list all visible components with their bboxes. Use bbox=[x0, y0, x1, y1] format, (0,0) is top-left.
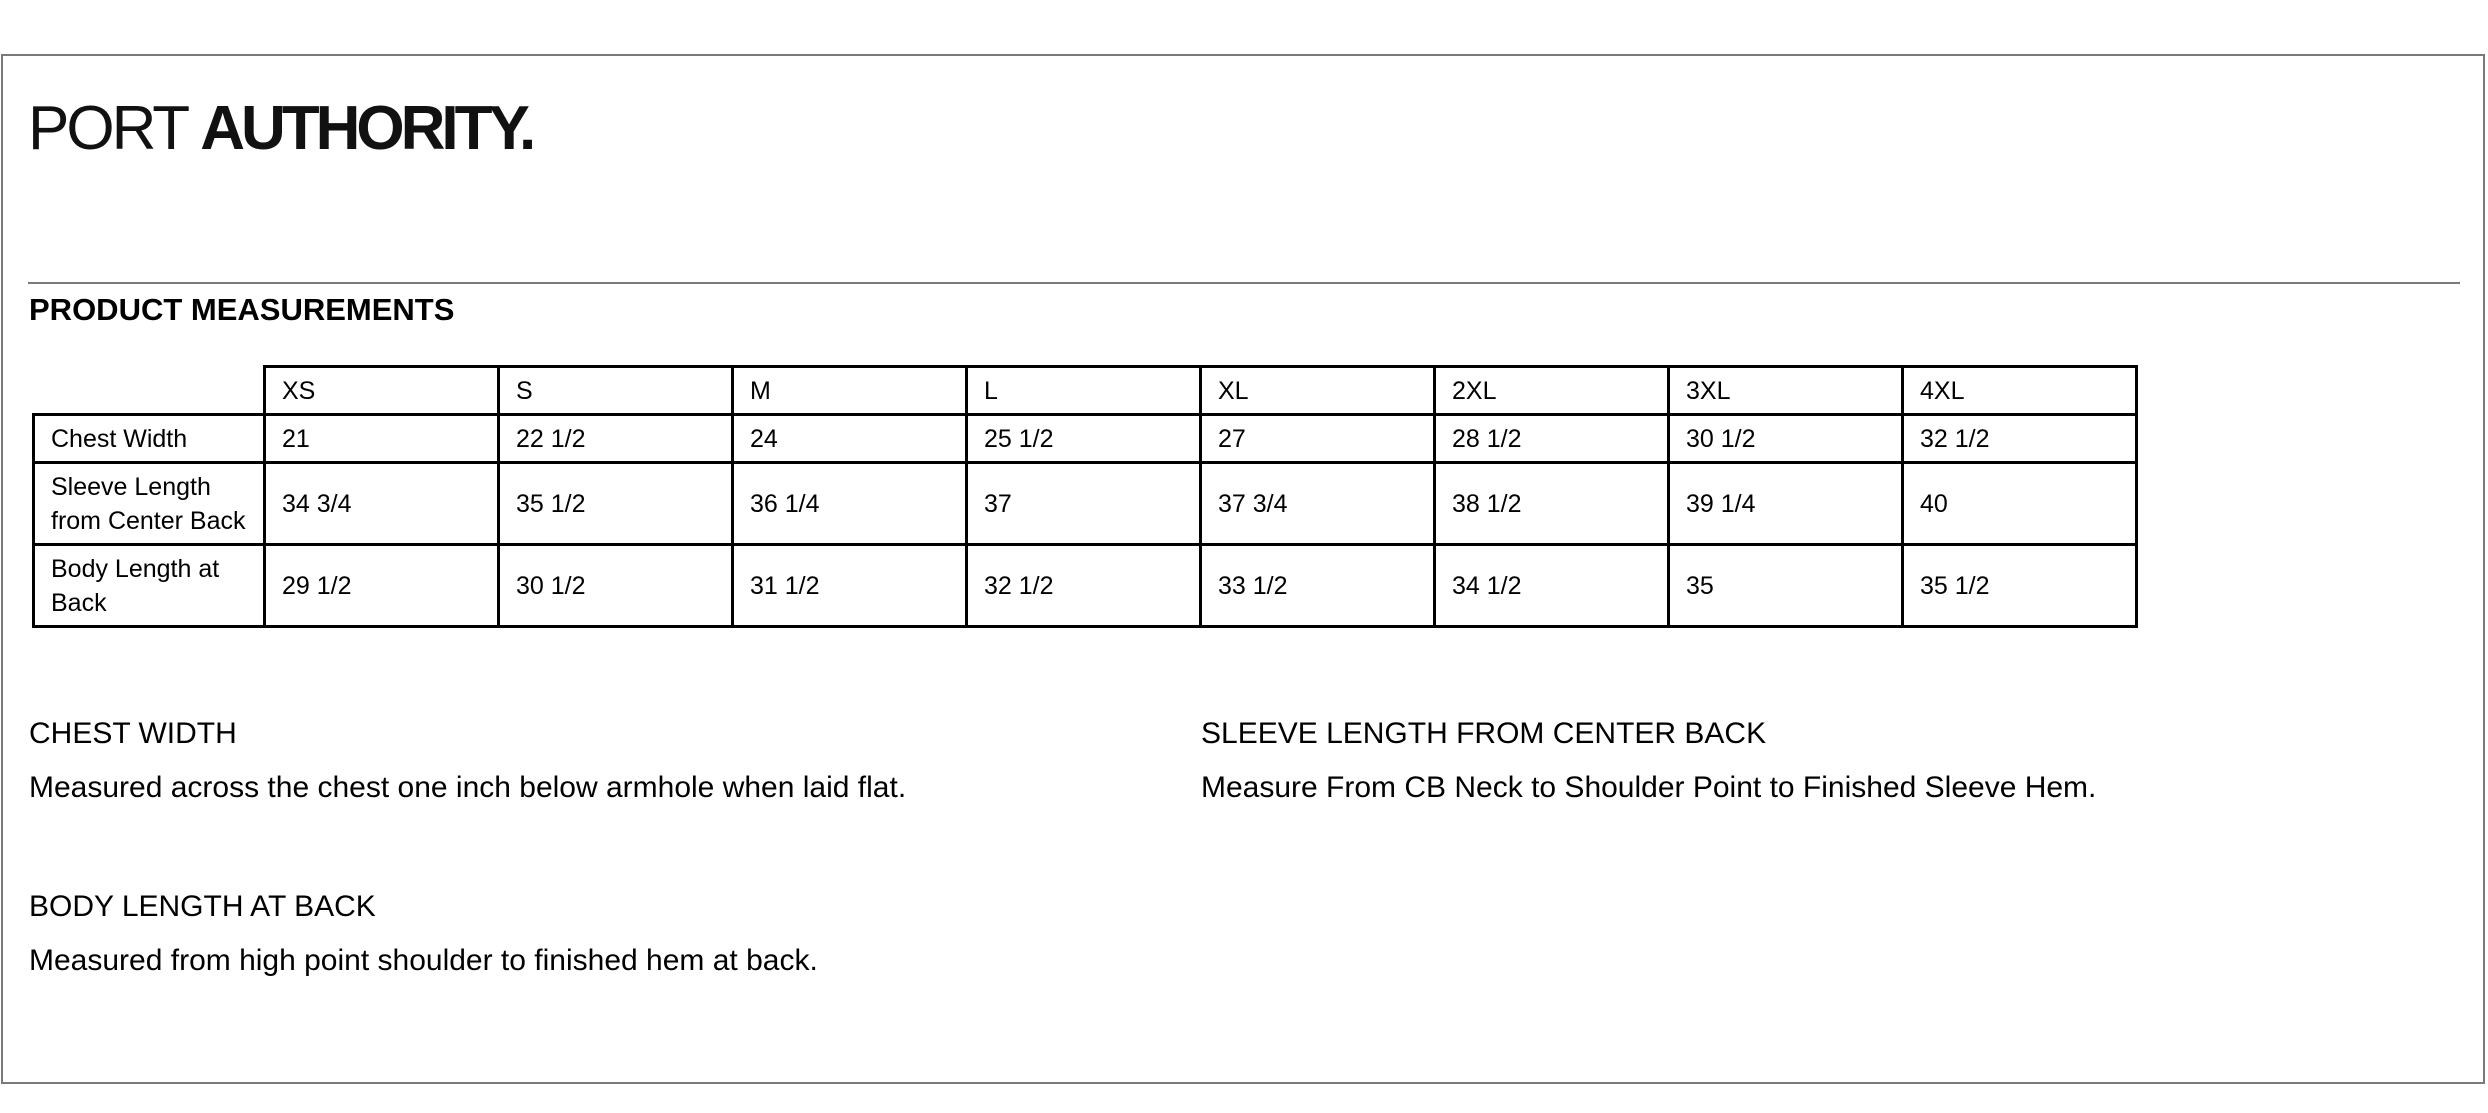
table-row bbox=[34, 463, 2137, 545]
table-cell: 29 1/2 bbox=[265, 545, 499, 627]
table-cell: 30 1/2 bbox=[1669, 415, 1903, 463]
row-label: Sleeve Length from Center Back bbox=[34, 463, 265, 545]
row-label: Chest Width bbox=[34, 415, 265, 463]
table-cell: 24 bbox=[733, 415, 967, 463]
chest-width-description: Measured across the chest one inch below armhole when laid flat. bbox=[29, 771, 907, 804]
table-cell: 30 1/2 bbox=[499, 545, 733, 627]
sleeve-length-heading: SLEEVE LENGTH FROM CENTER BACK bbox=[1201, 717, 1767, 750]
table-cell: 34 1/2 bbox=[1435, 545, 1669, 627]
table-cell: 36 1/4 bbox=[733, 463, 967, 545]
size-header: XL bbox=[1201, 367, 1435, 415]
table-cell: 38 1/2 bbox=[1435, 463, 1669, 545]
row-label: Body Length at Back bbox=[34, 545, 265, 627]
section-title: PRODUCT MEASUREMENTS bbox=[29, 292, 455, 327]
size-header: L bbox=[967, 367, 1201, 415]
sleeve-length-description: Measure From CB Neck to Shoulder Point to Finished Sleeve Hem. bbox=[1201, 771, 2097, 804]
size-header: 2XL bbox=[1435, 367, 1669, 415]
table-row bbox=[34, 415, 2137, 463]
divider bbox=[28, 282, 2460, 284]
chest-width-heading: CHEST WIDTH bbox=[29, 717, 237, 750]
table-cell: 32 1/2 bbox=[967, 545, 1201, 627]
logo-text-part2: AUTHORITY. bbox=[200, 94, 533, 163]
size-header: M bbox=[733, 367, 967, 415]
logo-text-part1: PORT bbox=[28, 94, 201, 163]
size-header: XS bbox=[265, 367, 499, 415]
table-cell: 35 bbox=[1669, 545, 1903, 627]
measurements-table bbox=[32, 365, 2138, 628]
body-length-description: Measured from high point shoulder to finished hem at back. bbox=[29, 944, 818, 977]
size-header: 3XL bbox=[1669, 367, 1903, 415]
table-cell: 21 bbox=[265, 415, 499, 463]
body-length-heading: BODY LENGTH AT BACK bbox=[29, 890, 376, 923]
table-cell: 37 bbox=[967, 463, 1201, 545]
table-cell: 37 3/4 bbox=[1201, 463, 1435, 545]
table-cell: 40 bbox=[1903, 463, 2137, 545]
table-header-row bbox=[34, 367, 2137, 415]
header-blank-cell bbox=[34, 367, 265, 415]
table-cell: 35 1/2 bbox=[499, 463, 733, 545]
table-cell: 22 1/2 bbox=[499, 415, 733, 463]
table-cell: 35 1/2 bbox=[1903, 545, 2137, 627]
table-cell: 39 1/4 bbox=[1669, 463, 1903, 545]
size-header: 4XL bbox=[1903, 367, 2137, 415]
table-cell: 34 3/4 bbox=[265, 463, 499, 545]
table-cell: 33 1/2 bbox=[1201, 545, 1435, 627]
table-cell: 32 1/2 bbox=[1903, 415, 2137, 463]
table-cell: 27 bbox=[1201, 415, 1435, 463]
table-cell: 25 1/2 bbox=[967, 415, 1201, 463]
table-cell: 31 1/2 bbox=[733, 545, 967, 627]
table-row bbox=[34, 545, 2137, 627]
size-header: S bbox=[499, 367, 733, 415]
brand-logo bbox=[28, 94, 533, 163]
table-cell: 28 1/2 bbox=[1435, 415, 1669, 463]
